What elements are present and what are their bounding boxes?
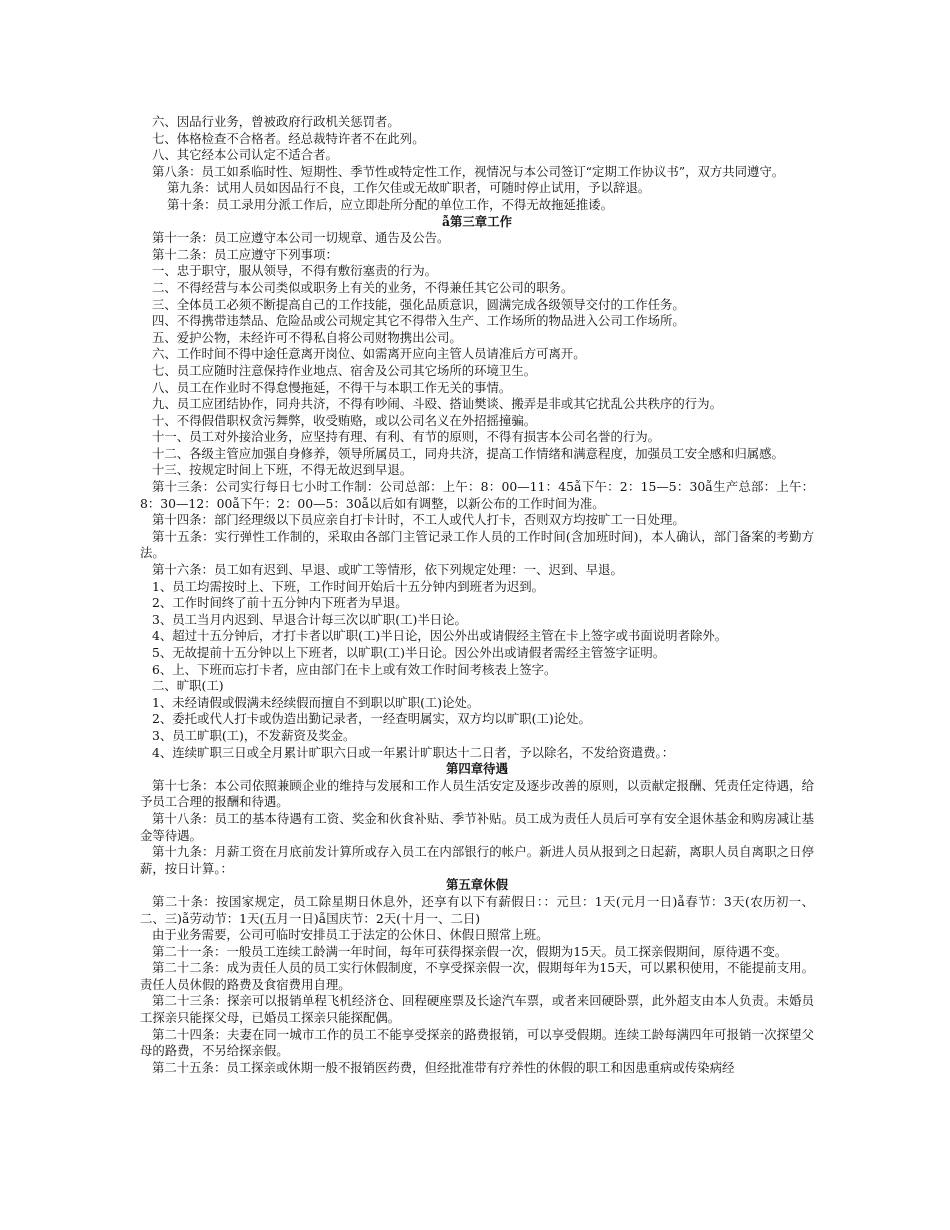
- text-line: 第九条：试用人员如因品行不良，工作欠佳或无故旷职者，可随时停止试用，予以辞退。: [167, 180, 651, 196]
- text-line: 十、不得假借职权贪污舞弊，收受贿赂，或以公司名义在外招摇撞骗。: [152, 412, 537, 428]
- text-line: 四、不得携带违禁品、危险品或公司规定其它不得带入生产、工作场所的物品进入公司工作场所。: [152, 313, 685, 329]
- text-line: 六、因品行业务，曾被政府行政机关惩罚者。: [152, 114, 400, 129]
- text-line: 2、工作时间终了前十五分钟内下班者为早退。: [152, 595, 408, 611]
- article-paragraph: 第二十四条：夫妻在同一城市工作的员工不能享受探亲的路费报销，可以享受假期。连续工龄每满四年可报销一次探望父母的路费，不另给探亲假。: [140, 1026, 814, 1059]
- text-line: 第十条：员工录用分派工作后，应立即赴所分配的单位工作，不得无故拖延推诿。: [167, 196, 614, 212]
- article-paragraph: 第十五条：实行弹性工作制的，采取由各部门主管记录工作人员的工作时间(含加班时间)，本人确认，部门备案的考勤方法。: [140, 528, 814, 561]
- chapter-heading: ẫ第三章工作: [442, 213, 512, 229]
- chapter-heading: 第四章待遇: [446, 761, 508, 777]
- text-line: 九、员工应团结协作，同舟共济，不得有吵闹、斗殴、搭讪樊谈、搬弄是非或其它扰乱公共秩序的行为。: [152, 396, 722, 412]
- text-line: 十一、员工对外接洽业务，应坚持有理、有利、有节的原则，不得有损害本公司名誉的行为。: [152, 429, 661, 445]
- text-line: 4、超过十五分钟后，才打卡者以旷职(工)半日论，因公外出或请假经主管在卡上签字或书面说明者除外。: [152, 628, 728, 644]
- text-line: 第十六条：员工如有迟到、早退、或旷工等情形，依下列规定处理：一、迟到、早退。: [152, 562, 623, 578]
- article-paragraph: 第十八条：员工的基本待遇有工资、奖金和伙食补贴、季节补贴。员工成为责任人员后可享有安全退休基金和购房减让基金等待遇。: [140, 810, 814, 843]
- text-line: 6、上、下班而忘打卡者，应由部门在卡上或有效工作时间考核表上签字。: [152, 661, 557, 677]
- text-line: 十三、按规定时间上下班，不得无故迟到早退。: [152, 462, 413, 478]
- text-line: 4、连续旷职三日或全月累计旷职六日或一年累计旷职达十二日者，予以除名，不发给资遣费。：: [152, 744, 675, 760]
- document-page: [140, 114, 814, 1076]
- text-line: 2、委托或代人打卡或伪造出勤记录者，一经查明属实，双方均以旷职(工)论处。: [152, 711, 591, 727]
- text-line: 七、体格检查不合格者。经总裁特许者不在此列。: [152, 130, 425, 146]
- text-line: 二、旷职(工): [152, 678, 224, 694]
- text-line: 七、员工应随时注意保持作业地点、宿舍及公司其它场所的环境卫生。: [152, 362, 537, 378]
- article-paragraph: 第二十条：按国家规定，员工除星期日休息外，还享有以下有薪假日：：元旦：1天(元月一日)ẫ春节：3天(农历初一、二、三)ẫ劳动节：1天(五月一日)ẫ国庆节：2天(十月一、二日): [140, 893, 814, 926]
- text-line: 第十四条：部门经理级以下员应亲自打卡计时，不工人或代人打卡，否则双方均按旷工一日处理。: [152, 512, 685, 528]
- text-line: 第十一条：员工应遵守本公司一切规章、通告及公告。: [152, 230, 450, 246]
- article-paragraph: 第二十一条：一般员工连续工龄满一年时间，每年可获得探亲假一次，假期为15天。员工探亲假期间，原待遇不变。: [152, 943, 788, 959]
- text-line: 第十二条：员工应遵守下列事项：: [152, 246, 338, 262]
- text-line: 二、不得经营与本公司类似或职务上有关的业务，不得兼任其它公司的职务。: [152, 279, 574, 295]
- text-line: 1、员工均需按时上、下班，工作时间开始后十五分钟内到班者为迟到。: [152, 578, 544, 594]
- article-paragraph: 十二、各级主管应加强自身修养，领导所属员工，同舟共济，提高工作情绪和满意程度，加强员工安全感和归属感。: [152, 445, 784, 461]
- text-line: 八、其它经本公司认定不适合者。: [152, 147, 338, 163]
- text-line: 3、员工当月内迟到、早退合计每三次以旷职(工)半日论。: [152, 611, 467, 627]
- text-line: 3、员工旷职(工)，不发薪资及奖金。: [152, 727, 356, 743]
- article-paragraph: 第十七条：本公司依照兼顾企业的维持与发展和工作人员生活安定及逐步改善的原则，以贡献定报酬、凭责任定待遇，给予员工合理的报酬和待遇。: [140, 777, 814, 810]
- text-line: 八、员工在作业时不得怠慢拖延，不得干与本职工作无关的事情。: [152, 379, 512, 395]
- text-line: 三、全体员工必须不断提高自己的工作技能，强化品质意识，圆满完成各级领导交付的工作任务。: [152, 296, 685, 312]
- article-paragraph: 第八条：员工如系临时性、短期性、季节性或特定性工作，视情况与本公司签订“定期工作协议书”，双方共同遵守。: [152, 163, 785, 179]
- article-paragraph: 第十九条：月薪工资在月底前发计算所或存入员工在内部银行的帐户。新进人员从报到之日起薪，离职人员自离职之日停薪，按日计算。：: [140, 844, 814, 876]
- chapter-heading: 第五章休假: [446, 877, 508, 893]
- article-paragraph: 第十三条：公司实行每日七小时工作制：公司总部：上午：8：00—11：45ẫ下午：2：15—5：30ẫ生产总部：上午：8：30—12：00ẫ下午：2：00—5：30ẫ以后如有调整，以新公布的工作时间为准。: [140, 479, 814, 511]
- text-line: 1、未经请假或假满未经续假而擅自不到职以旷职(工)论处。: [152, 694, 480, 710]
- article-paragraph: 第二十三条：探亲可以报销单程飞机经济仓、回程硬座票及长途汽车票，或者来回硬卧票，此外超支由本人负责。未婚员工探亲只能探父母，已婚员工探亲只能探配偶。: [140, 993, 814, 1026]
- text-line: 第二十五条：员工探亲或休期一般不报销医药费，但经批准带有疗养性的休假的职工和因患重病或传染病经: [152, 1059, 735, 1075]
- article-paragraph: 第二十二条：成为责任人员的员工实行休假制度，不享受探亲假一次，假期每年为15天，可以累积使用，不能提前支用。责任人员休假的路费及食宿费用自理。: [140, 960, 814, 992]
- text-line: 六、工作时间不得中途任意离开岗位、如需离开应向主管人员请准后方可离开。: [152, 346, 586, 362]
- text-line: 五、爱护公物，未经许可不得私自将公司财物携出公司。: [152, 329, 462, 345]
- text-line: 5、无故提前十五分钟以上下班者，以旷职(工)半日论。因公外出或请假者需经主管签字证明。: [152, 645, 666, 660]
- text-line: 由于业务需要，公司可临时安排员工于法定的公休日、休假日照常上班。: [152, 927, 549, 943]
- text-line: 一、忠于职守，服从领导，不得有敷衍塞责的行为。: [152, 263, 437, 279]
